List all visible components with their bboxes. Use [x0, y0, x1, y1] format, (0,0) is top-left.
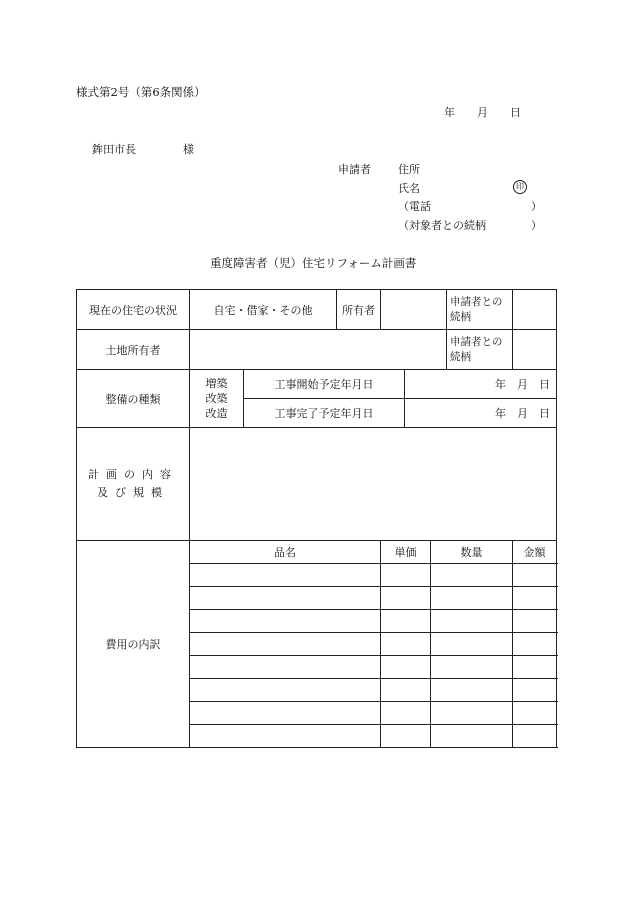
address-label: 住所 — [398, 163, 420, 176]
work-kind-extension: 増築 — [205, 377, 228, 390]
row-work-start — [77, 370, 557, 399]
cost-price-cell[interactable] — [381, 656, 431, 679]
cost-price-cell[interactable] — [381, 587, 431, 610]
cost-amount-cell[interactable] — [513, 587, 557, 610]
current-status-label: 現在の住宅の状況 — [77, 290, 190, 330]
cost-amount-cell[interactable] — [513, 633, 557, 656]
plan-form-table — [76, 289, 557, 748]
relation-value-2[interactable] — [513, 330, 557, 370]
relation-label-1: 申請者との続柄 — [447, 290, 513, 330]
plan-content-line1: 計画の内容 — [88, 468, 178, 481]
cost-price-cell[interactable] — [381, 679, 431, 702]
work-kind-rebuild: 改築 — [205, 392, 228, 405]
cost-price-cell[interactable] — [381, 725, 431, 748]
cost-item-cell[interactable] — [190, 656, 381, 679]
cost-amount-cell[interactable] — [513, 564, 557, 587]
row-current-status — [77, 290, 557, 330]
cost-amount-cell[interactable] — [513, 725, 557, 748]
cost-qty-cell[interactable] — [431, 679, 513, 702]
cost-price-cell[interactable] — [381, 564, 431, 587]
col-amount: 金額 — [513, 541, 557, 564]
cost-amount-cell[interactable] — [513, 656, 557, 679]
cost-item-cell[interactable] — [190, 702, 381, 725]
cost-price-cell[interactable] — [381, 633, 431, 656]
land-owner-value[interactable] — [190, 330, 447, 370]
cost-item-cell[interactable] — [190, 610, 381, 633]
name-label: 氏名 — [398, 182, 420, 195]
cost-item-cell[interactable] — [190, 633, 381, 656]
cost-qty-cell[interactable] — [431, 587, 513, 610]
house-type-options[interactable]: 自宅・借家・その他 — [190, 290, 337, 330]
start-date-value[interactable]: 年 月 日 — [405, 370, 557, 399]
cost-price-cell[interactable] — [381, 702, 431, 725]
recipient-suffix: 様 — [183, 143, 194, 156]
cost-amount-cell[interactable] — [513, 702, 557, 725]
form-number: 様式第2号（第6条関係） — [76, 85, 206, 99]
cost-item-cell[interactable] — [190, 725, 381, 748]
seal-icon: 印 — [513, 179, 527, 194]
plan-content-value[interactable] — [190, 428, 557, 541]
cost-qty-cell[interactable] — [431, 564, 513, 587]
col-quantity: 数量 — [431, 541, 513, 564]
plan-content-line2: 及び規模 — [97, 486, 169, 499]
land-owner-label: 土地所有者 — [77, 330, 190, 370]
relation-label: （対象者との続柄 — [398, 219, 486, 232]
owner-value[interactable] — [381, 290, 447, 330]
relation-label-2: 申請者との続柄 — [447, 330, 513, 370]
row-plan-content — [77, 428, 557, 541]
cost-qty-cell[interactable] — [431, 633, 513, 656]
plan-content-label — [77, 428, 190, 541]
start-date-label: 工事開始予定年月日 — [244, 370, 405, 399]
cost-qty-cell[interactable] — [431, 702, 513, 725]
cost-item-cell[interactable] — [190, 564, 381, 587]
cost-qty-cell[interactable] — [431, 610, 513, 633]
end-date-value[interactable]: 年 月 日 — [405, 399, 557, 428]
row-land-owner — [77, 330, 557, 370]
end-date-label: 工事完了予定年月日 — [244, 399, 405, 428]
submission-date: 年 月 日 — [444, 106, 521, 119]
relation-value-1[interactable] — [513, 290, 557, 330]
phone-close: ） — [531, 200, 542, 213]
work-kind-modify: 改造 — [205, 407, 228, 420]
cost-price-cell[interactable] — [381, 610, 431, 633]
cost-breakdown-label: 費用の内訳 — [77, 541, 190, 748]
cost-item-cell[interactable] — [190, 679, 381, 702]
applicant-label: 申請者 — [338, 163, 371, 176]
cost-item-cell[interactable] — [190, 587, 381, 610]
col-unit-price: 単価 — [381, 541, 431, 564]
recipient-name: 鉾田市長 — [92, 143, 136, 156]
cost-amount-cell[interactable] — [513, 610, 557, 633]
relation-close: ） — [531, 219, 542, 232]
work-kind-options[interactable] — [190, 370, 244, 428]
page-title: 重度障害者（児）住宅リフォーム計画書 — [210, 256, 417, 270]
cost-amount-cell[interactable] — [513, 679, 557, 702]
phone-label: （電話 — [398, 200, 431, 213]
owner-label: 所有者 — [337, 290, 381, 330]
cost-qty-cell[interactable] — [431, 656, 513, 679]
col-item-name: 品名 — [190, 541, 381, 564]
cost-qty-cell[interactable] — [431, 725, 513, 748]
work-type-label: 整備の種類 — [77, 370, 190, 428]
cost-header-row — [77, 541, 557, 564]
